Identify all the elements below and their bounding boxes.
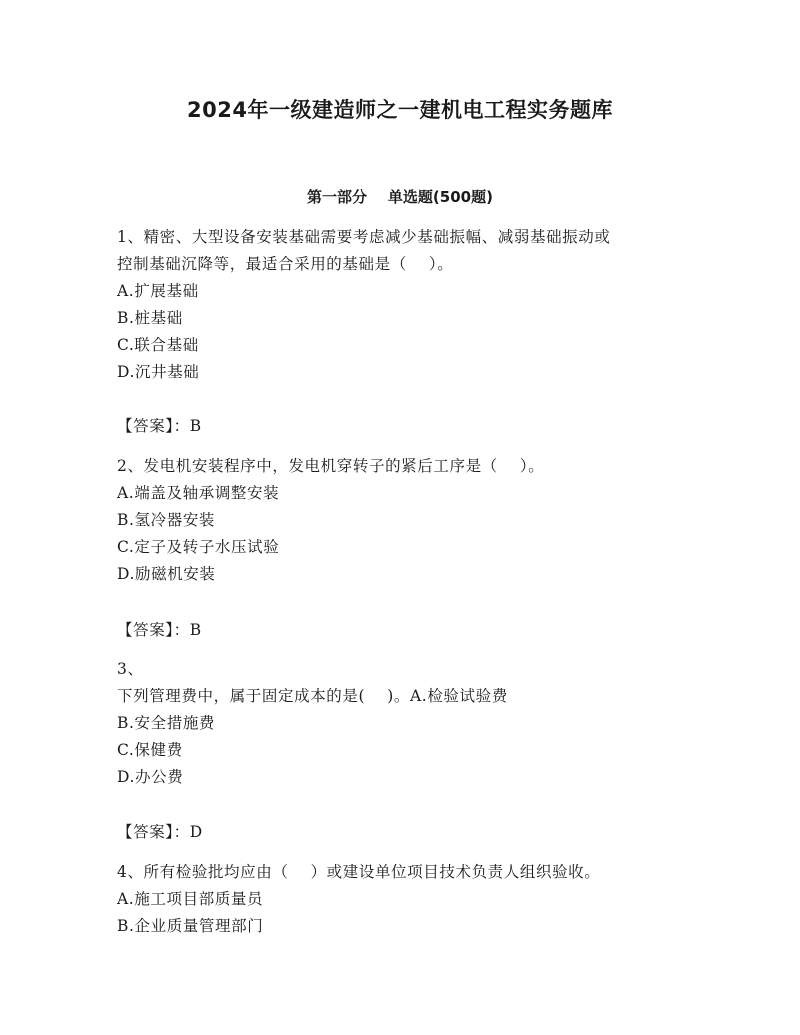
question-4-stem-line-1: 4、所有检验批均应由（ ）或建设单位项目技术负责人组织验收。: [117, 863, 601, 881]
question-2-stem-line-1: 2、发电机安装程序中，发电机穿转子的紧后工序是（ ）。: [117, 457, 545, 475]
question-4-option-a: A.施工项目部质量员: [117, 890, 264, 908]
question-1-answer: 【答案】：B: [117, 417, 202, 435]
question-2-option-c: C.定子及转子水压试验: [117, 538, 280, 556]
question-3-answer: 【答案】：D: [117, 823, 203, 841]
question-1-option-d: D.沉井基础: [117, 363, 200, 381]
section-heading: 第一部分 单选题(500题): [307, 188, 493, 206]
question-1-stem-line-2: 控制基础沉降等，最适合采用的基础是（ ）。: [117, 255, 454, 273]
question-3-option-b: B.安全措施费: [117, 714, 216, 732]
question-2-option-d: D.励磁机安装: [117, 565, 216, 583]
question-3-stem-line-2: 下列管理费中，属于固定成本的是( )。A.检验试验费: [117, 687, 508, 705]
question-1-option-b: B.桩基础: [117, 309, 183, 327]
question-4-option-b: B.企业质量管理部门: [117, 917, 264, 935]
question-1-stem-line-1: 1、精密、大型设备安装基础需要考虑减少基础振幅、减弱基础振动或: [117, 228, 611, 246]
question-1-option-c: C.联合基础: [117, 336, 199, 354]
question-3-option-d: D.办公费: [117, 768, 184, 786]
question-3-option-c: C.保健费: [117, 741, 183, 759]
question-2-option-b: B.氢冷器安装: [117, 511, 216, 529]
question-3-stem-line-1: 3、: [117, 660, 144, 678]
question-2-answer: 【答案】：B: [117, 621, 202, 639]
document-title: 2024年一级建造师之一建机电工程实务题库: [187, 98, 613, 122]
question-1-option-a: A.扩展基础: [117, 282, 199, 300]
question-2-option-a: A.端盖及轴承调整安装: [117, 484, 280, 502]
